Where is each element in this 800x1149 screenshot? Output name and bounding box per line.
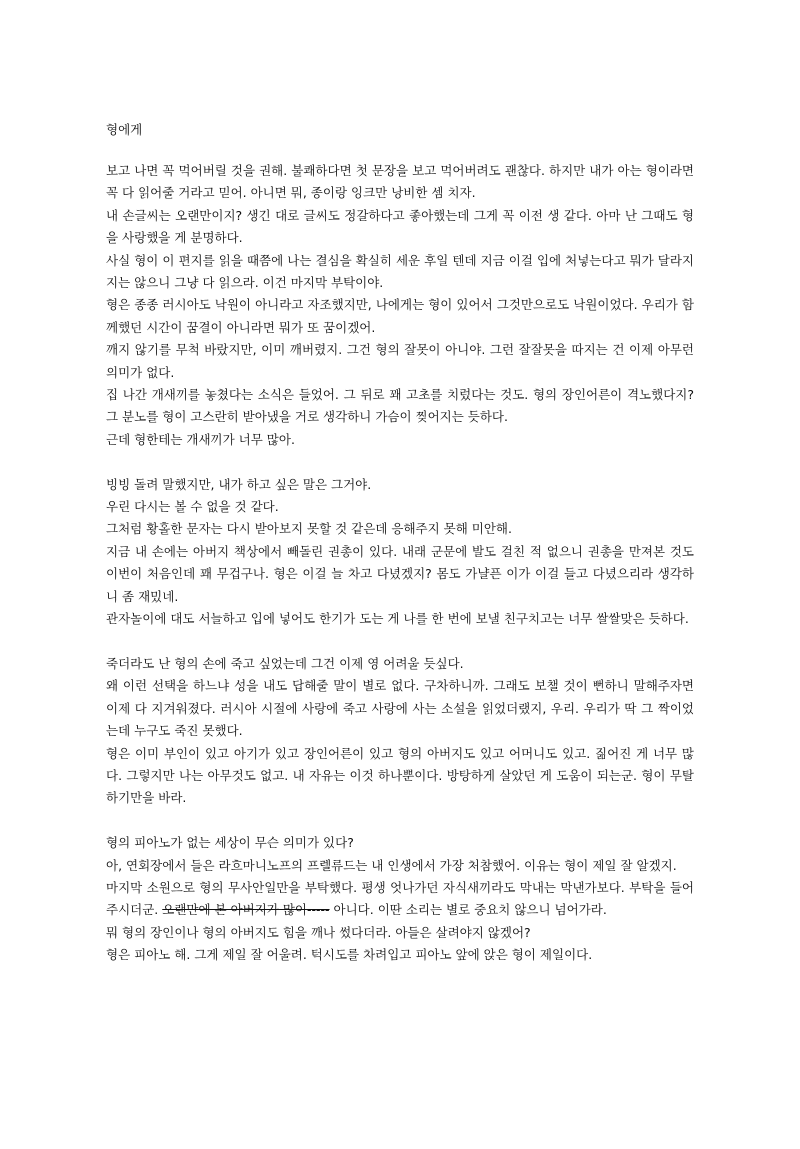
paragraph: 깨지 않기를 무척 바랐지만, 이미 깨버렸지. 그건 형의 잘못이 아니야. 그런 잘잘못을 따지는 건 이제 아무런 의미가 없다. [106, 342, 694, 380]
paragraph: 뭐 형의 장인이나 형의 아버지도 힘을 깨나 썼다더라. 아들은 살려야지 않겠어? [106, 924, 531, 940]
text-segment: 마지막 소원으로 형의 무사안일만을 부탁했다. 평생 엇나가던 자식새끼라도 막내는 막낸가보다. 부탁을 들어주시더군. [106, 879, 694, 918]
paragraph-break [106, 451, 694, 473]
paragraph: 내 손글씨는 오랜만이지? 생긴 대로 글씨도 정갈하다고 좋아했는데 그게 꼭 이전 생 같다. 아마 난 그때도 형을 사랑했을 게 분명하다. [106, 207, 694, 246]
paragraph: 관자놀이에 대도 서늘하고 입에 넣어도 한기가 도는 게 나를 한 번에 보낼 친구치고는 너무 쌀쌀맞은 듯하다. [106, 611, 689, 627]
paragraph: 형은 피아노 해. 그게 제일 잘 어울려. 턱시도를 차려입고 피아노 앞에 앉은 형이 제일이다. [106, 947, 593, 963]
paragraph: 죽더라도 난 형의 손에 죽고 싶었는데 그건 이제 영 어려울 듯싶다. [106, 655, 464, 671]
text-segment: 아니다. 이딴 소리는 별로 중요치 않으니 넘어가라. [329, 902, 607, 918]
paragraph: 빙빙 돌려 말했지만, 내가 하고 싶은 말은 그거야. [106, 476, 372, 492]
paragraph: 사실 형이 이 편지를 읽을 때쯤에 나는 결심을 확실히 세운 후일 텐데 지금 이걸 입에 처넣는다고 뭐가 달라지지는 않으니 그냥 다 읽으라. 이건 마지막 부탁이야. [106, 252, 694, 291]
paragraph: 형은 이미 부인이 있고 아기가 있고 장인어른이 있고 형의 아버지도 있고 어머니도 있고. 짊어진 게 너무 많다. 그렇지만 나는 아무것도 없고. 내 자유는 이것 하나뿐이다. 방탕하게 살았던 게 도움이 되는군. 형이 무탈하기만을 바라. [106, 745, 694, 806]
paragraph-with-strikethrough [106, 877, 694, 922]
paragraph: 그처럼 황홀한 문자는 다시 받아보지 못할 것 같은데 응해주지 못해 미안해. [106, 521, 512, 537]
paragraph: 보고 나면 꼭 먹어버릴 것을 권해. 불쾌하다면 첫 문장을 보고 먹어버려도 괜찮다. 하지만 내가 아는 형이라면 꼭 다 읽어줄 거라고 믿어. 아니면 뭐, 종이랑 잉크만 낭비한 셈 치자. [106, 163, 694, 201]
paragraph: 집 나간 개새끼를 놓쳤다는 소식은 들었어. 그 뒤로 꽤 고초를 치렀다는 것도. 형의 장인어른이 격노했다지? 그 분노를 형이 고스란히 받아냈을 거로 생각하니 가슴이 찢어지는 듯하다. [106, 387, 694, 425]
paragraph-break [106, 810, 694, 832]
struck-text: 오랜만에 본 아버지가 많이----- [162, 902, 330, 918]
paragraph: 아, 연회장에서 들은 라흐마니노프의 프렐류드는 내 인생에서 가장 처참했어. 이유는 형이 제일 잘 알겠지. [106, 857, 677, 873]
paragraph: 우린 다시는 볼 수 없을 것 같다. [106, 499, 279, 515]
paragraph-break [106, 631, 694, 653]
paragraph: 근데 형한테는 개새끼가 너무 많아. [106, 431, 295, 447]
paragraph: 형은 종종 러시아도 낙원이 아니라고 자조했지만, 나에게는 형이 있어서 그것만으로도 낙원이었다. 우리가 함께했던 시간이 꿈결이 아니라면 뭐가 또 꿈이겠어. [106, 297, 694, 335]
paragraph: 형의 피아노가 없는 세상이 무슨 의미가 있다? [106, 835, 354, 851]
paragraph: 왜 이런 선택을 하느냐 성을 내도 답해줄 말이 별로 없다. 구차하니까. 그래도 보챌 것이 뻔하니 말해주자면 이제 다 지겨워졌다. 러시아 시절에 사랑에 죽고 사랑에 사는 소설을 읽었더랬지, 우리. 우리가 딱 그 짝이었는데 누구도 죽진 못했다. [106, 678, 694, 739]
paragraph: 지금 내 손에는 아버지 책상에서 빼돌린 권총이 있다. 내래 군문에 발도 걸친 적 없으니 권총을 만져본 것도 이번이 처음인데 꽤 무겁구나. 형은 이걸 늘 차고 다녔겠지? 몸도 가냘픈 이가 이걸 들고 다녔으리라 생각하니 좀 재밌네. [106, 543, 694, 604]
letter-title: 형에게 [106, 122, 143, 137]
